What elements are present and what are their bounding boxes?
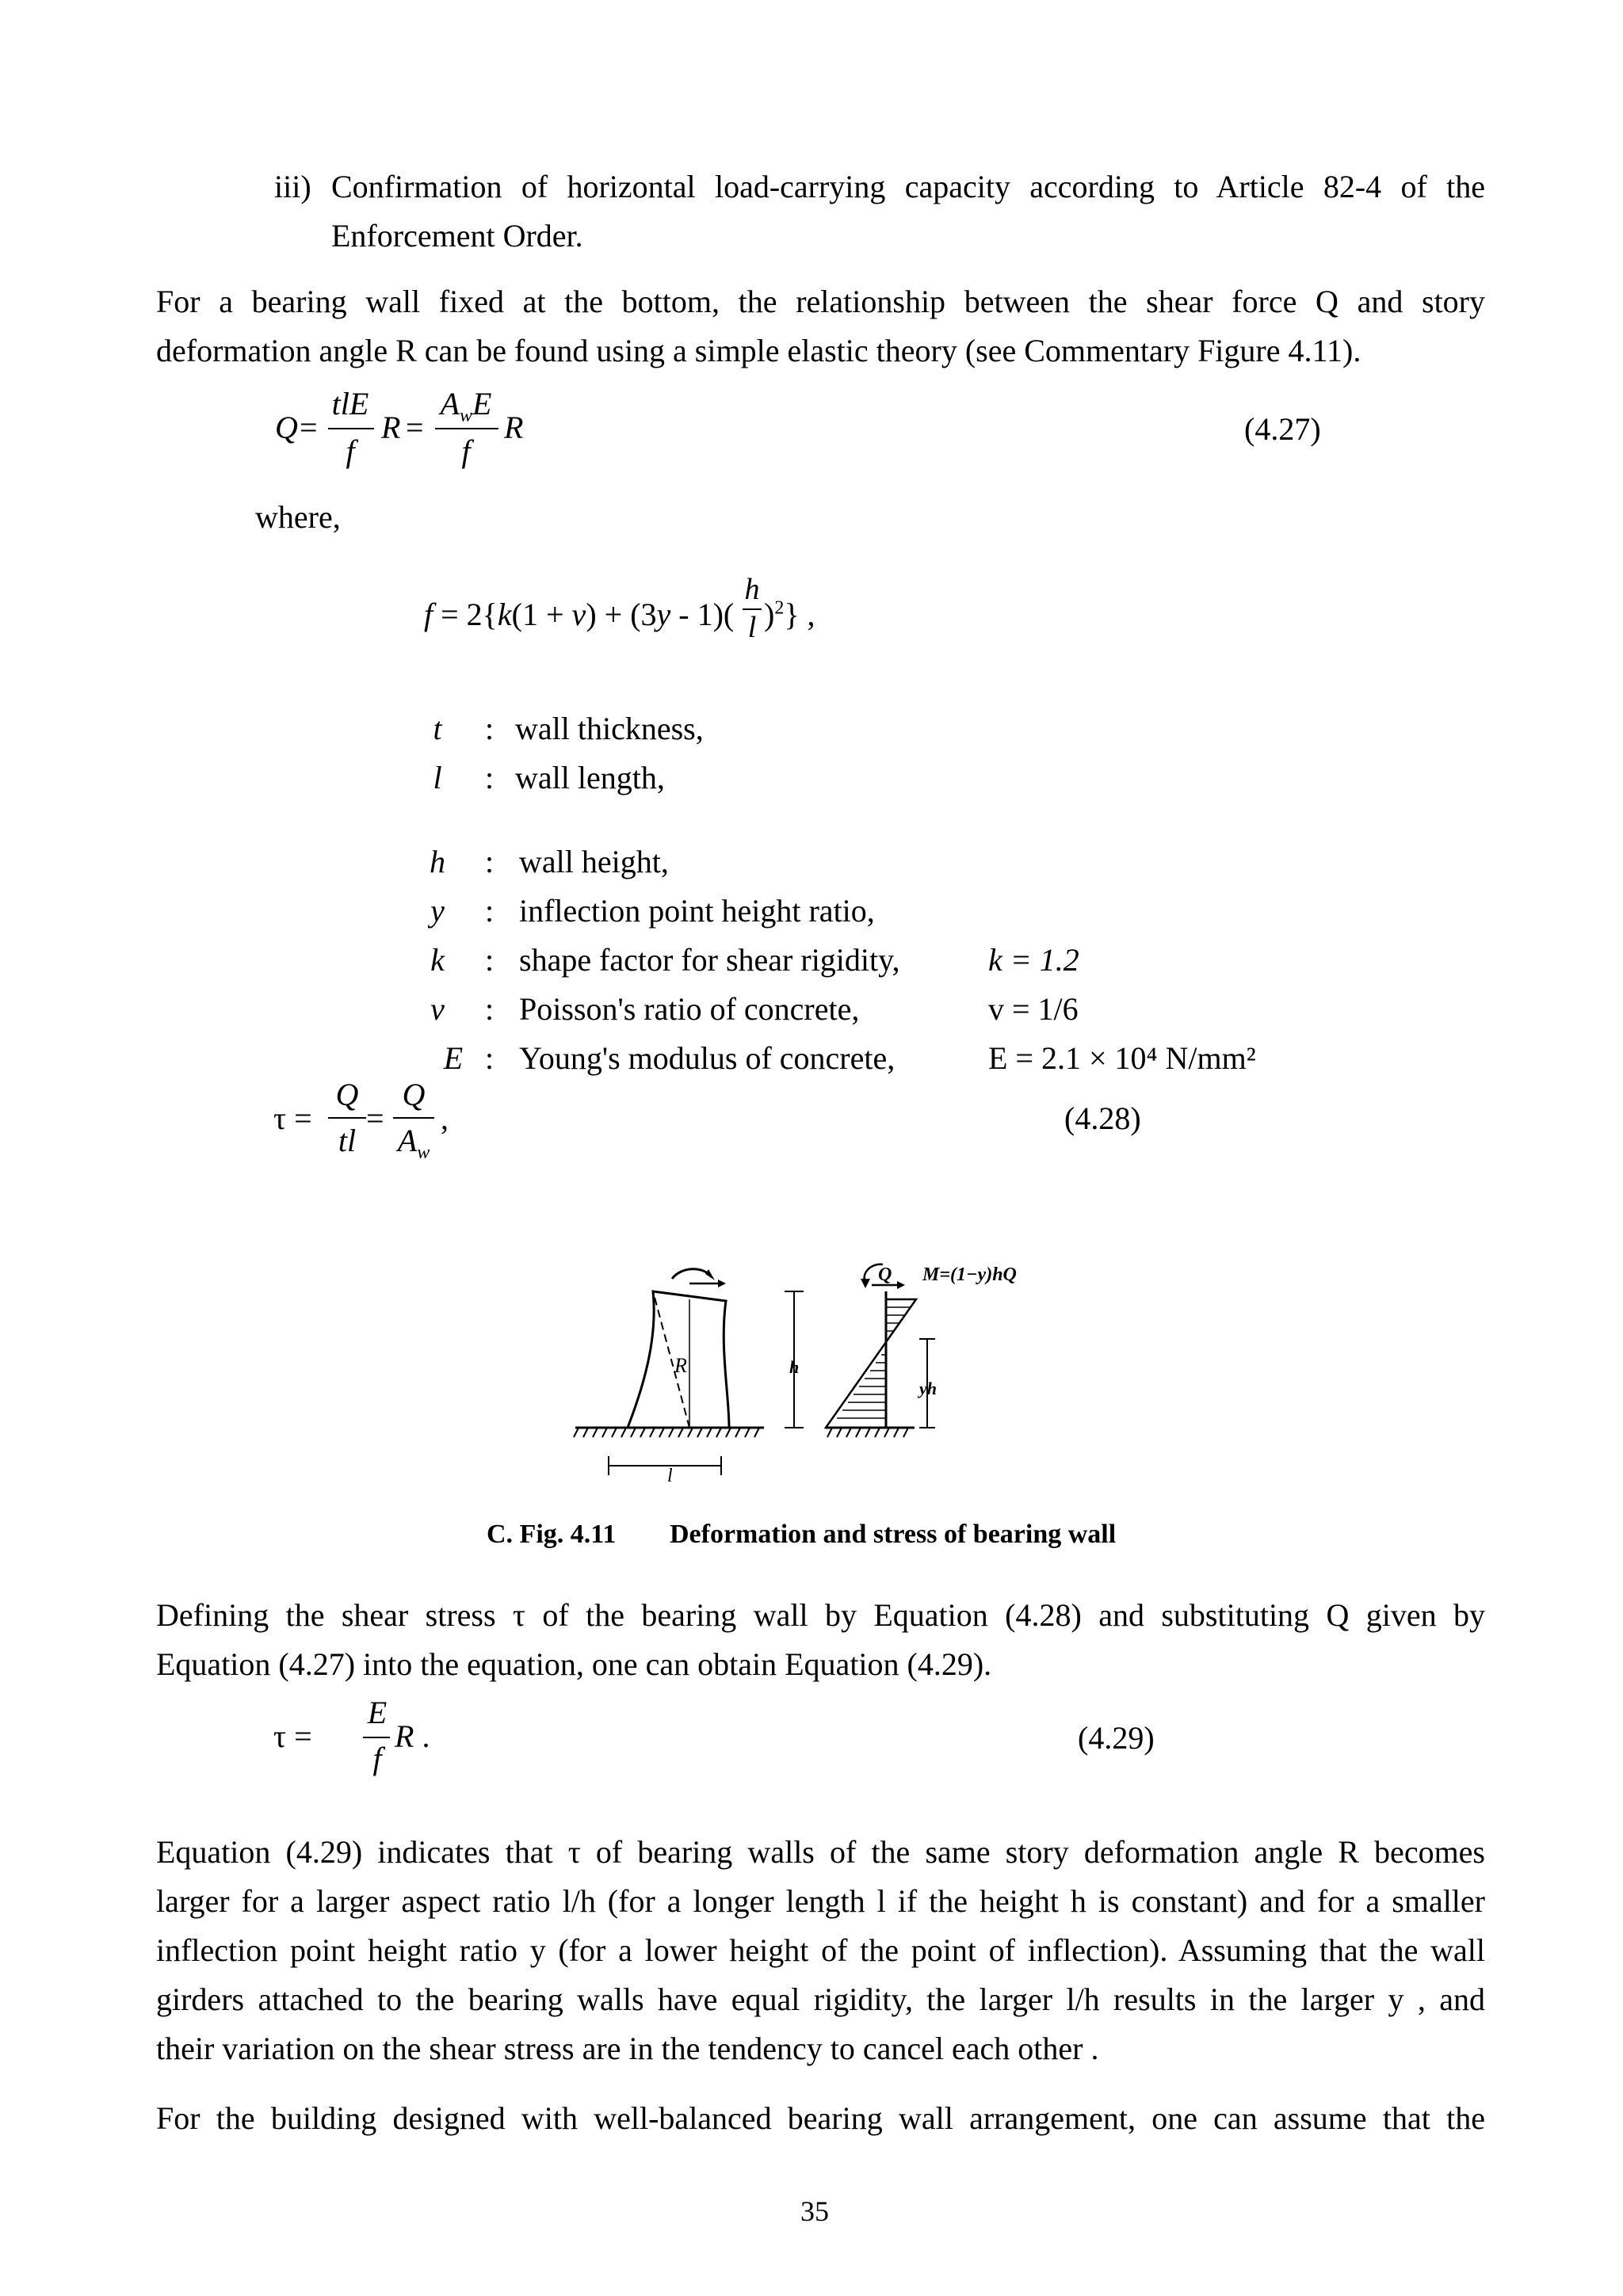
equation-number: (4.28) bbox=[1064, 1100, 1141, 1136]
paragraph-discussion bbox=[156, 1828, 1485, 2073]
var-desc: shape factor for shear rigidity, bbox=[519, 942, 900, 978]
list-item-line: Enforcement Order. bbox=[331, 218, 583, 254]
paragraph-line: girders attached to the bearing walls have equal rigidity, the larger l/h results in the larger y , and bbox=[156, 1981, 1485, 2017]
label-M: M=(1−y)hQ bbox=[922, 1264, 1017, 1285]
var-desc: Young's modulus of concrete, bbox=[519, 1040, 896, 1076]
paragraph-line: Defining the shear stress τ of the bearing wall by Equation (4.28) and substituting Q given by bbox=[156, 1597, 1485, 1633]
var-symbol: y bbox=[430, 893, 445, 929]
var-symbol: t bbox=[433, 711, 442, 746]
page-number: 35 bbox=[800, 2195, 829, 2227]
figure-bearing-wall bbox=[571, 1252, 1078, 1489]
paragraph-line: For a bearing wall fixed at the bottom, the relationship between the shear force Q and story bbox=[156, 284, 1485, 319]
paragraph-line: their variation on the shear stress are in the tendency to cancel each other . bbox=[156, 2031, 1099, 2066]
var-value: v = 1/6 bbox=[988, 991, 1079, 1027]
label-R: R bbox=[674, 1354, 687, 1377]
moment-diagram bbox=[826, 1299, 916, 1428]
where-label: where, bbox=[255, 499, 341, 535]
label-h: h bbox=[789, 1357, 800, 1377]
paragraph-shear-stress bbox=[156, 1591, 1485, 1689]
var-symbol: h bbox=[430, 844, 445, 879]
paragraph-line: Equation (4.29) indicates that τ of bearing walls of the same story deformation angle R becomes bbox=[156, 1834, 1485, 1870]
figure-caption-text: Deformation and stress of bearing wall bbox=[670, 1520, 1117, 1549]
paragraph-line: inflection point height ratio y (for a lower height of the point of inflection). Assuming that the wall bbox=[156, 1932, 1485, 1968]
var-desc: Poisson's ratio of concrete, bbox=[519, 991, 860, 1027]
list-item-iii bbox=[331, 162, 1485, 261]
label-l: l bbox=[667, 1466, 673, 1486]
ground-hatch bbox=[574, 1428, 759, 1437]
label-yh: yh bbox=[919, 1379, 937, 1398]
equation-number: (4.29) bbox=[1078, 1720, 1155, 1756]
paragraph-line: Equation (4.27) into the equation, one can obtain Equation (4.29). bbox=[156, 1646, 992, 1682]
paragraph-line: For the building designed with well-balanced bearing wall arrangement, one can assume that the bbox=[156, 2100, 1485, 2136]
var-symbol: k bbox=[430, 942, 445, 978]
paragraph-line: deformation angle R can be found using a simple elastic theory (see Commentary Figure 4.11). bbox=[156, 333, 1361, 368]
var-desc: wall height, bbox=[519, 844, 669, 879]
label-Q: Q bbox=[878, 1264, 892, 1285]
paragraph-balanced bbox=[156, 2094, 1485, 2143]
var-desc: wall thickness, bbox=[515, 711, 704, 746]
var-symbol: l bbox=[433, 760, 442, 795]
equation-number: (4.27) bbox=[1244, 411, 1321, 447]
list-item-line: Confirmation of horizontal load-carrying capacity according to Article 82-4 of the bbox=[331, 169, 1485, 204]
var-value: E = 2.1 × 10⁴ N/mm² bbox=[988, 1040, 1256, 1076]
figure-caption-number: C. Fig. 4.11 bbox=[487, 1520, 617, 1549]
paragraph-line: larger for a larger aspect ratio l/h (for a longer length l if the height h is constant) and for a smaller bbox=[156, 1883, 1485, 1919]
var-desc: wall length, bbox=[515, 760, 665, 795]
var-value: k = 1.2 bbox=[988, 942, 1079, 978]
paragraph-intro bbox=[156, 277, 1485, 376]
list-marker: iii) bbox=[274, 169, 311, 204]
var-symbol: E bbox=[443, 1040, 464, 1076]
var-desc: inflection point height ratio, bbox=[519, 893, 875, 929]
document-page: iii) Confirmation of horizontal load-carrying capacity according to Article 82-4 of the Enforcement Order. For a bearing wall fixed at the bottom, the relationship between the shear force Q and story deformation angle R can be found using a simple elastic theory (see Commentary Figure 4.11). Q = tlE f R = $A_wE$ f R (4.27) where, f = 2{k(1 + ν) + (3y - 1)( h l )$^2$} , t : wall thickness, l : wall length, h : wall height, y : inflection point height ratio, k : shape factor for shear rigidity, k = 1.2 v : Poisson's ratio of concrete, v = 1/6 E : Young's modulus of concrete, E = 2.1 × 10⁴ N/mm² τ = Q tl = Q $A_w$ , (4.28) R h l yh Q M=(1−y)hQ C. Fig. 4.11 Deformation and stress of bearing wall Defining the shear stress τ of the bearing wall by Equation (4.28) and substituting Q given by Equation (4.27) into the equation, one can obtain Equation (4.29). τ = E f R . (4.29) Equation (4.29) indicates that τ of bearing walls of the same story deformation angle R becomes larger for a larger aspect ratio l/h (for a longer length l if the height h is constant) and for a smaller inflection point height ratio y (for a lower height of the point of inflection). Assuming that the wall girders attached to the bearing walls have equal rigidity, the larger l/h results in the larger y , and their variation on the shear stress are in the tendency to cancel each other . For the building designed with well-balanced bearing wall arrangement, one can assume that the 35 bbox=[0, 0, 1623, 2296]
var-symbol: v bbox=[430, 991, 445, 1027]
